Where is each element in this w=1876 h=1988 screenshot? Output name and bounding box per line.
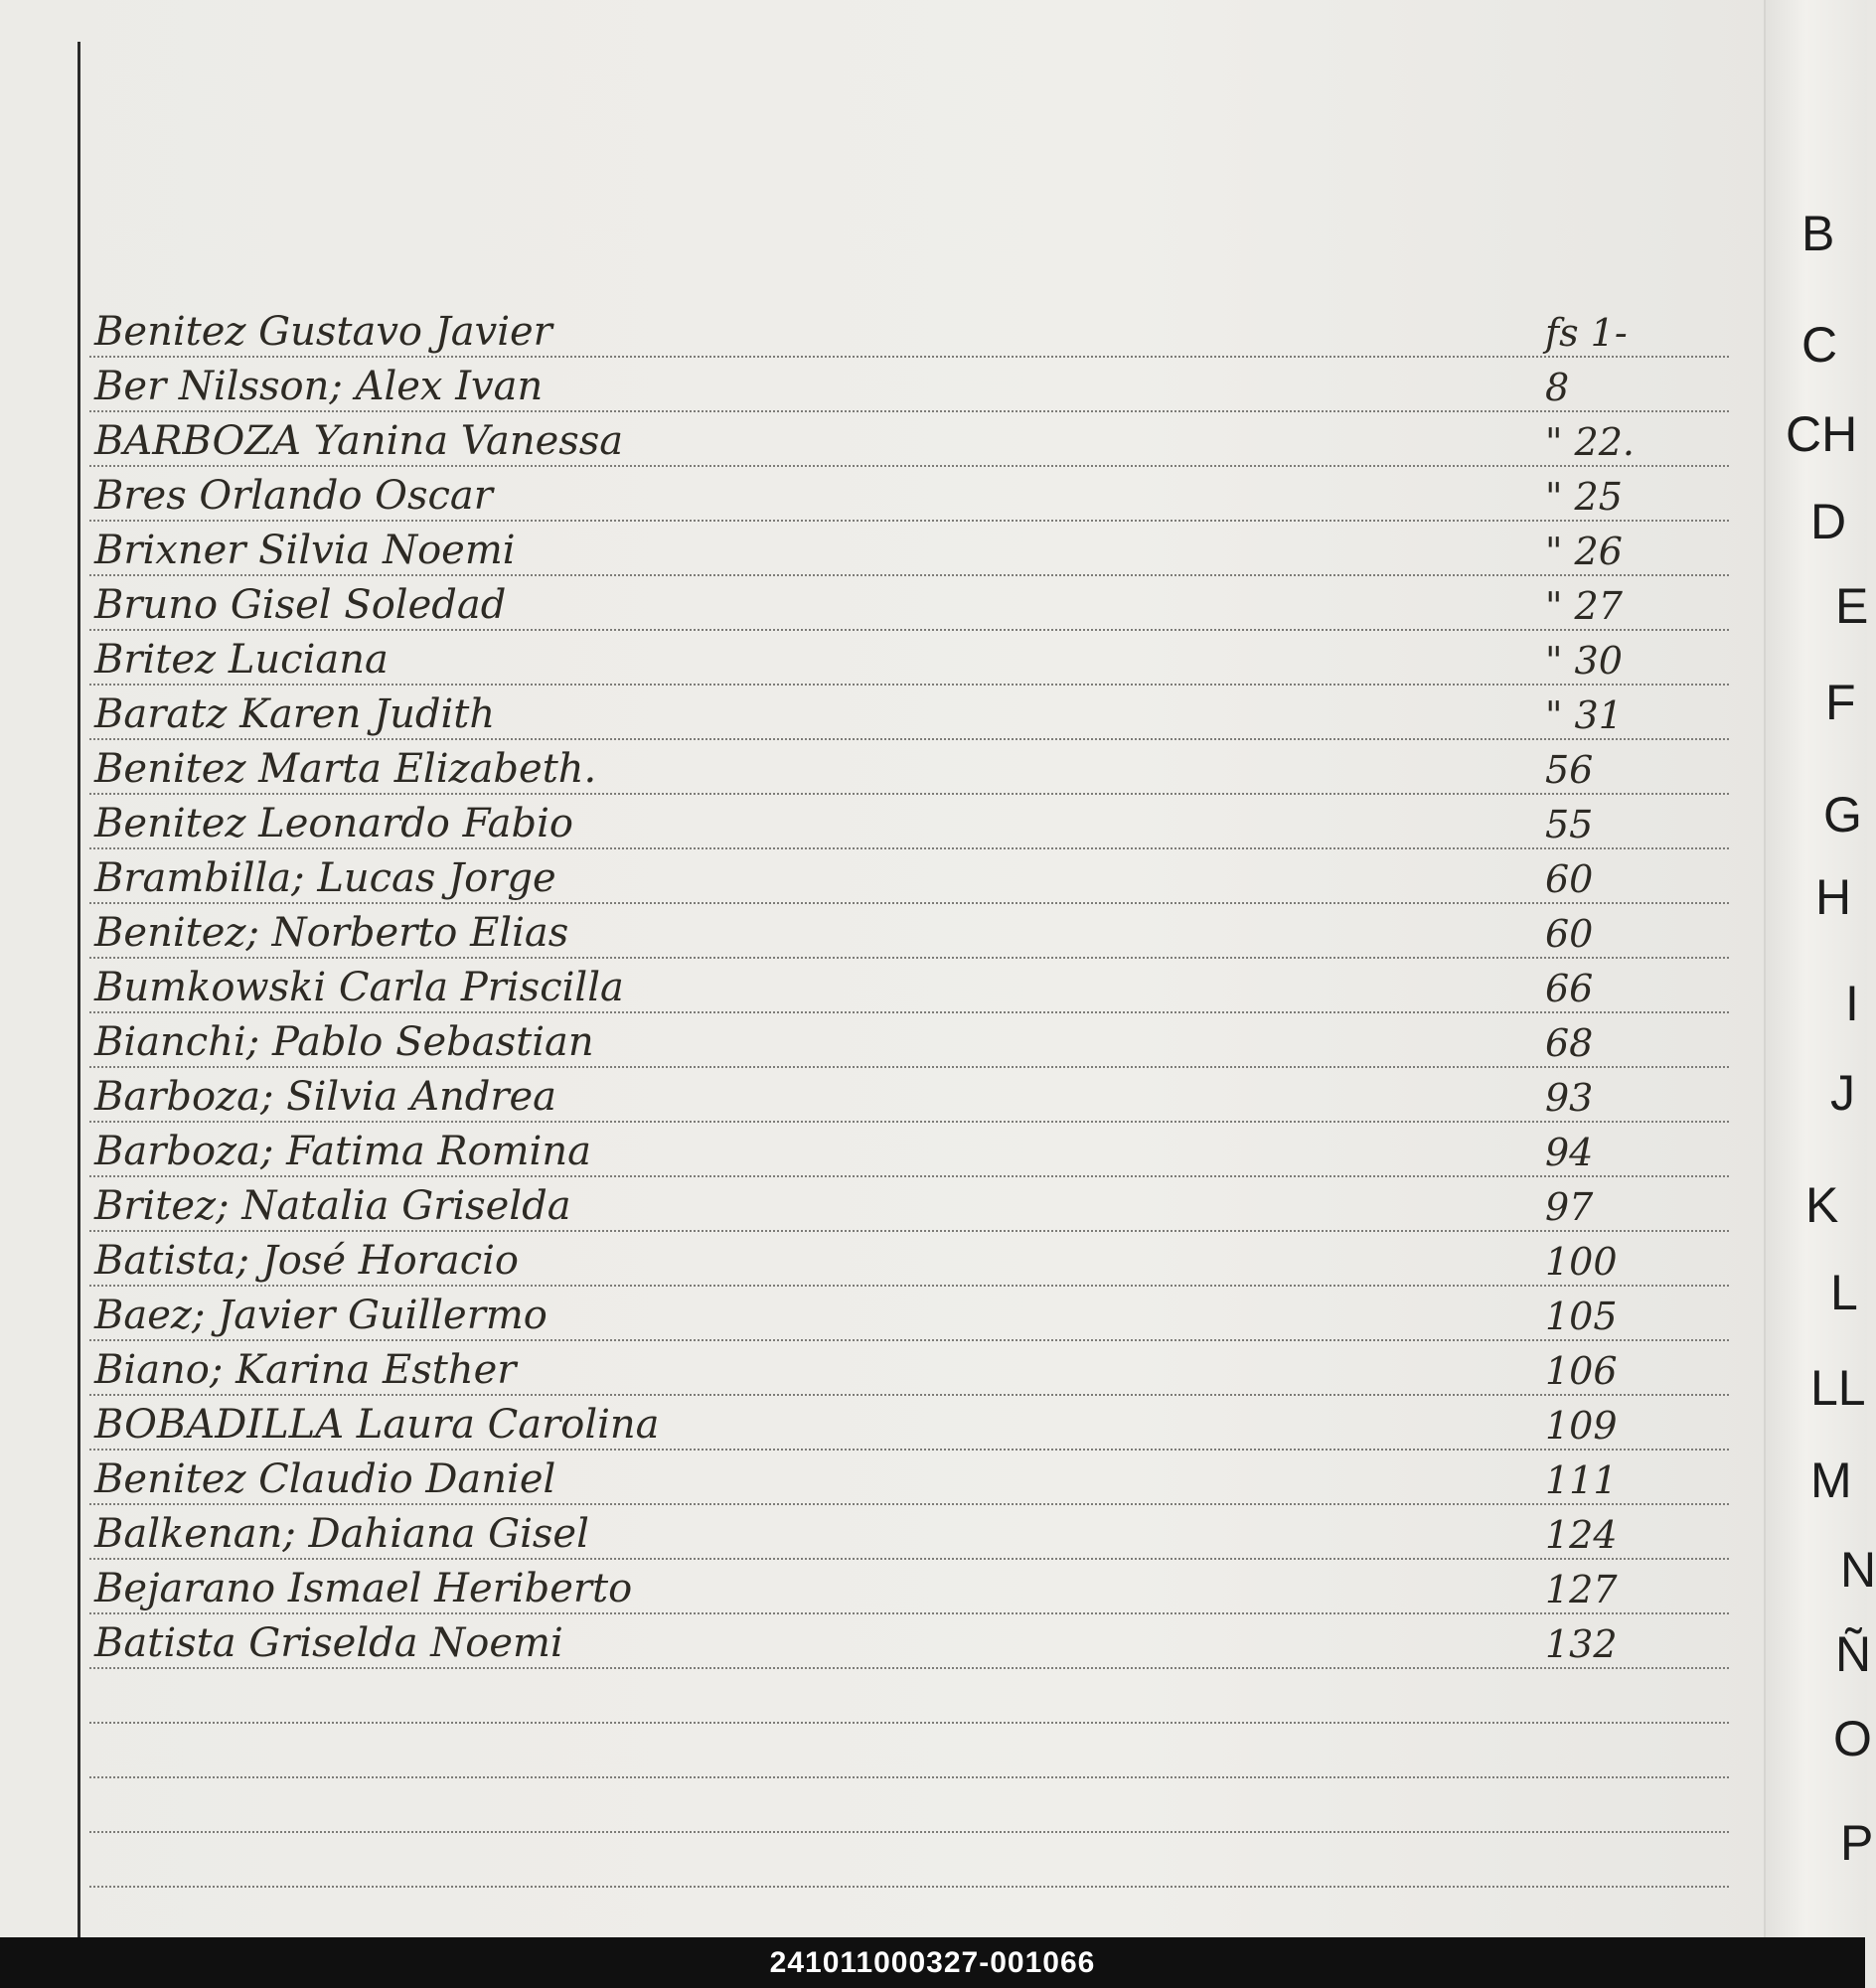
entry-folio: 60 (1545, 912, 1594, 956)
index-tab[interactable]: K (1805, 1177, 1839, 1233)
ruled-line (89, 1066, 1729, 1068)
entry-name: Bumkowski Carla Priscilla (94, 965, 624, 1010)
entry-name: Brixner Silvia Noemi (94, 528, 516, 573)
entry-folio: " 30 (1545, 639, 1623, 683)
ruled-line (89, 1339, 1729, 1341)
ruled-line (89, 574, 1729, 576)
entry-name: Batista Griselda Noemi (94, 1620, 563, 1666)
ruled-line (89, 793, 1729, 795)
index-tab[interactable]: J (1830, 1065, 1855, 1121)
entry-folio: 60 (1545, 857, 1594, 901)
ruled-line (89, 847, 1729, 849)
entry-folio: 94 (1545, 1131, 1594, 1174)
entry-name: Benitez Marta Elizabeth. (94, 746, 597, 792)
ruled-line (89, 1886, 1729, 1888)
entry-name: Benitez Claudio Daniel (94, 1456, 556, 1502)
ruled-line (89, 1285, 1729, 1287)
ruled-line (89, 1394, 1729, 1396)
entry-folio: 93 (1545, 1076, 1594, 1120)
ruled-line (89, 410, 1729, 412)
entry-folio: 97 (1545, 1185, 1594, 1229)
entry-folio: " 22. (1545, 420, 1635, 464)
index-tab[interactable]: Ñ (1835, 1626, 1872, 1682)
index-tab[interactable]: G (1823, 787, 1862, 842)
entry-name: Bres Orlando Oscar (94, 473, 493, 519)
entry-folio: 111 (1545, 1458, 1618, 1502)
entry-folio: 132 (1545, 1622, 1618, 1666)
entry-folio: " 25 (1545, 475, 1623, 519)
entry-name: Benitez; Norberto Elias (94, 910, 569, 956)
entry-name: Bianchi; Pablo Sebastian (94, 1019, 594, 1065)
margin-line (78, 42, 80, 1939)
entry-folio: " 26 (1545, 530, 1623, 573)
entry-folio: 55 (1545, 803, 1594, 846)
entry-name: Biano; Karina Esther (94, 1347, 517, 1393)
entry-folio: 100 (1545, 1240, 1618, 1284)
ruled-line (89, 684, 1729, 686)
index-tab[interactable]: E (1835, 578, 1869, 634)
index-tab[interactable]: D (1810, 494, 1847, 549)
entry-folio: " 27 (1545, 584, 1623, 628)
ruled-line (89, 1449, 1729, 1451)
index-tab[interactable]: L (1830, 1265, 1858, 1320)
entry-name: Ber Nilsson; Alex Ivan (94, 364, 544, 409)
entry-folio: 105 (1545, 1295, 1618, 1338)
ruled-line (89, 902, 1729, 904)
entry-name: Bejarano Ismael Heriberto (94, 1566, 633, 1611)
ruled-line (89, 1722, 1729, 1724)
entry-name: Benitez Leonardo Fabio (94, 801, 573, 846)
index-tab[interactable]: LL (1810, 1360, 1866, 1416)
entry-name: Batista; José Horacio (94, 1238, 519, 1284)
alphabet-index-tabs (1764, 0, 1876, 1937)
ruled-line (89, 1011, 1729, 1013)
entry-name: Barboza; Fatima Romina (94, 1129, 591, 1174)
ruled-line (89, 1503, 1729, 1505)
ruled-line (89, 356, 1729, 358)
entry-name: Britez; Natalia Griselda (94, 1183, 571, 1229)
entry-folio: 127 (1545, 1568, 1618, 1611)
entry-folio: " 31 (1545, 693, 1623, 737)
index-tab[interactable]: O (1833, 1711, 1872, 1766)
entry-name: Britez Luciana (94, 637, 389, 683)
entry-name: Bruno Gisel Soledad (94, 582, 507, 628)
entry-name: Balkenan; Dahiana Gisel (94, 1511, 589, 1557)
entry-name: Barboza; Silvia Andrea (94, 1074, 556, 1120)
index-tab[interactable]: F (1825, 675, 1856, 730)
entry-name: Baratz Karen Judith (94, 691, 496, 737)
entry-name: Benitez Gustavo Javier (94, 309, 552, 355)
entry-name: BOBADILLA Laura Carolina (94, 1402, 660, 1448)
index-tab[interactable]: N (1840, 1542, 1876, 1598)
entry-name: Brambilla; Lucas Jorge (94, 855, 556, 901)
entry-folio: 68 (1545, 1021, 1594, 1065)
ruled-line (89, 957, 1729, 959)
entry-folio: fs 1- (1545, 311, 1628, 355)
entry-folio: 56 (1545, 748, 1594, 792)
footer-id: 241011000327-001066 (0, 1937, 1865, 1988)
ruled-line (89, 1667, 1729, 1669)
ruled-line (89, 465, 1729, 467)
entry-folio: 109 (1545, 1404, 1618, 1448)
index-tab[interactable]: M (1810, 1453, 1852, 1508)
index-tab[interactable]: CH (1786, 406, 1858, 462)
ruled-line (89, 520, 1729, 522)
ruled-line (89, 1558, 1729, 1560)
index-tab[interactable]: C (1801, 317, 1838, 373)
entry-name: BARBOZA Yanina Vanessa (94, 418, 624, 464)
ruled-line (89, 1230, 1729, 1232)
ruled-line (89, 1175, 1729, 1177)
entry-name: Baez; Javier Guillermo (94, 1293, 547, 1338)
entry-folio: 66 (1545, 967, 1594, 1010)
index-tab[interactable]: P (1840, 1815, 1874, 1871)
ruled-line (89, 1612, 1729, 1614)
ruled-line (89, 1121, 1729, 1123)
entry-folio: 8 (1545, 366, 1570, 409)
ruled-line (89, 1776, 1729, 1778)
ruled-line (89, 1831, 1729, 1833)
index-tab[interactable]: B (1801, 206, 1835, 261)
entry-folio: 124 (1545, 1513, 1618, 1557)
index-tab[interactable]: H (1815, 869, 1852, 925)
entry-folio: 106 (1545, 1349, 1618, 1393)
ruled-line (89, 738, 1729, 740)
ruled-line (89, 629, 1729, 631)
index-tab[interactable]: I (1845, 976, 1859, 1031)
